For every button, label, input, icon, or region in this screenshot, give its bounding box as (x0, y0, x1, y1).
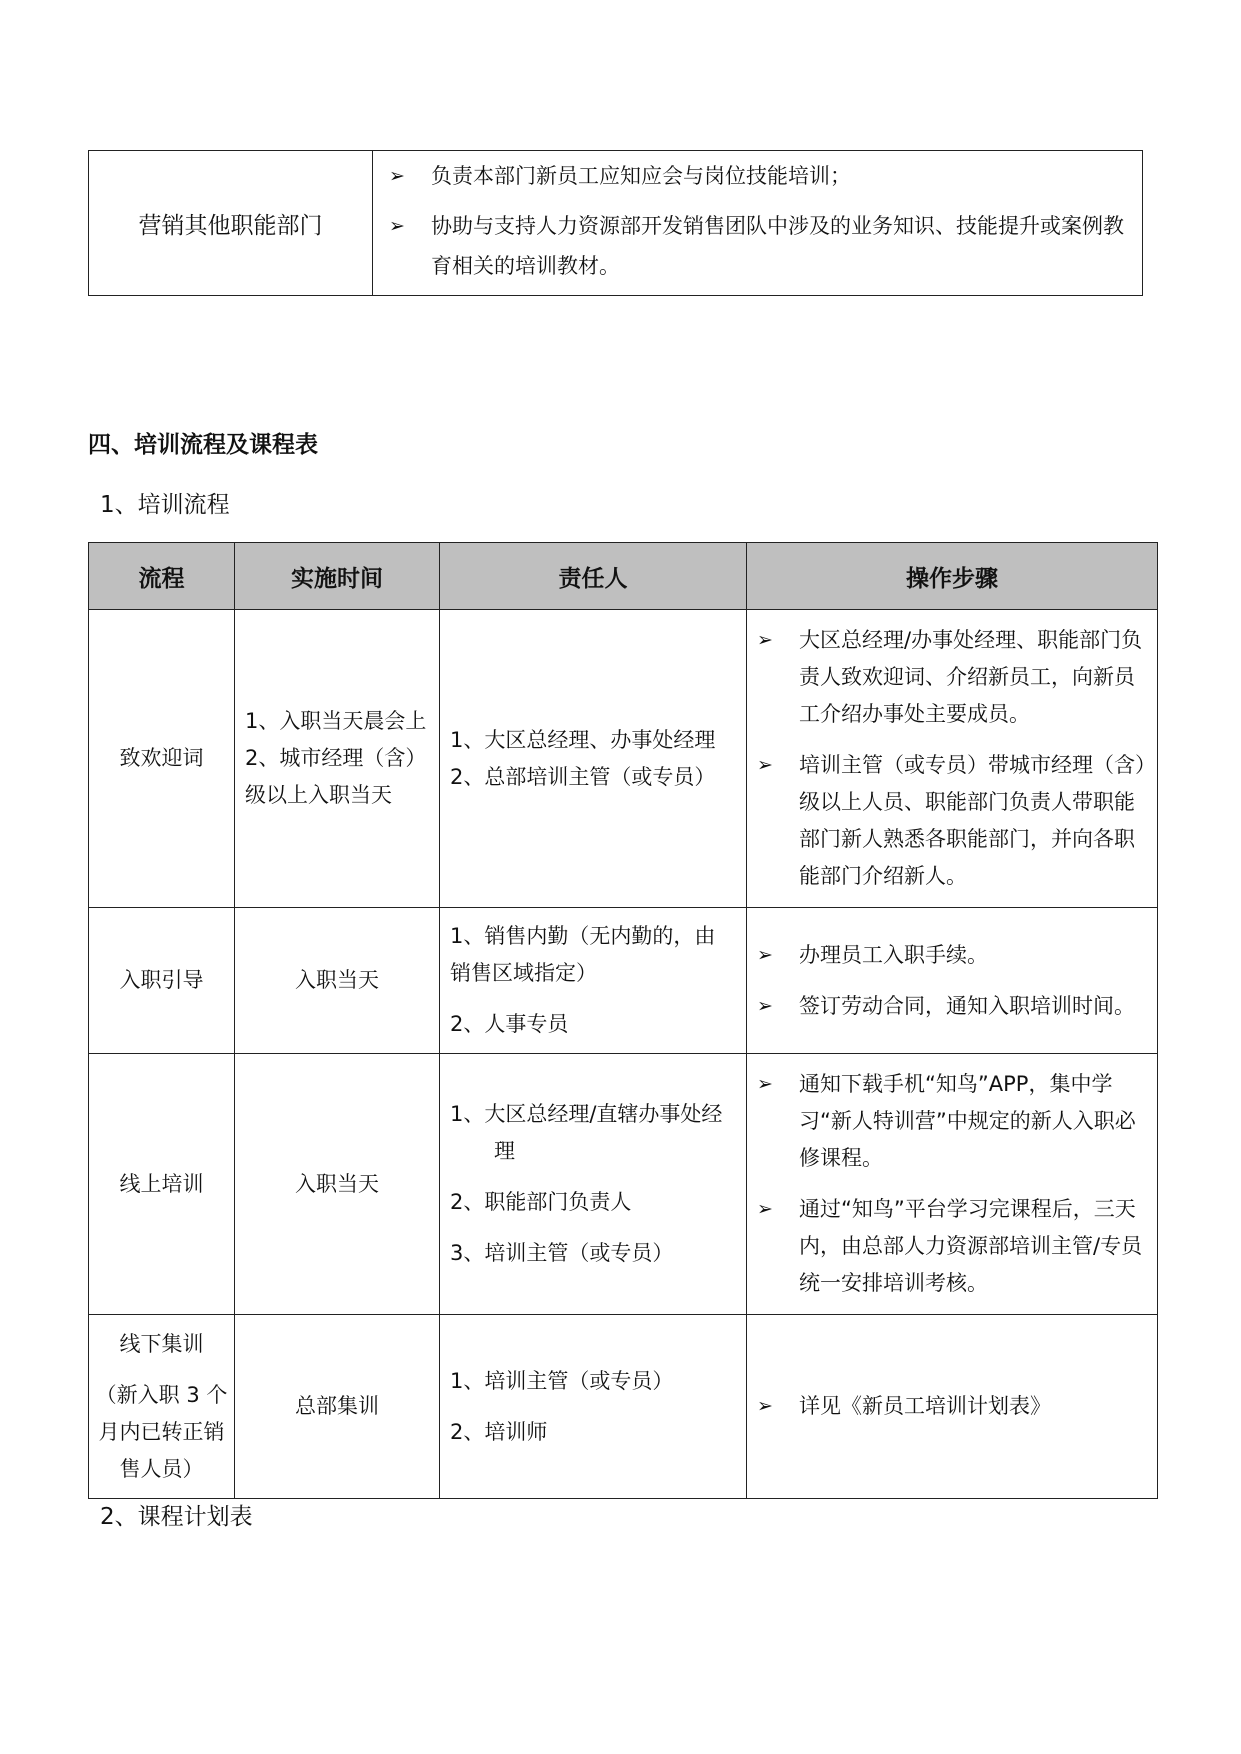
time-cell: 总部集训 (235, 1315, 440, 1499)
section-heading: 四、培训流程及课程表 (88, 432, 318, 458)
arrowhead-bullet-icon: ➢ (389, 165, 405, 187)
time-cell: 入职当天 (235, 1054, 440, 1315)
column-header-steps: 操作步骤 (747, 543, 1158, 610)
table-row (89, 151, 1143, 296)
arrowhead-bullet-icon: ➢ (757, 629, 773, 651)
arrowhead-bullet-icon: ➢ (757, 754, 773, 776)
arrowhead-bullet-icon: ➢ (757, 994, 773, 1017)
process-cell: 线下集训 （新入职 3 个月内已转正销售人员） (89, 1315, 235, 1499)
steps-cell (747, 610, 1158, 908)
steps-cell (747, 1315, 1158, 1499)
list-item: ➢ 通过“知鸟”平台学习完课程后，三天内，由总部人力资源部培训主管/专员统一安排培训考核。 (751, 1191, 1147, 1302)
sub-heading-course-plan: 2、课程计划表 (100, 1504, 253, 1530)
training-process-table (88, 542, 1158, 1499)
table-row (89, 610, 1158, 908)
department-cell: 营销其他职能部门 (89, 151, 373, 296)
process-cell: 入职引导 (89, 908, 235, 1054)
arrowhead-bullet-icon: ➢ (757, 1073, 773, 1095)
owner-cell: 1、大区总经理/直辖办事处经 理 2、职能部门负责人 3、培训主管（或专员） (440, 1054, 747, 1315)
column-header-process: 流程 (89, 543, 235, 610)
time-cell: 入职当天 (235, 908, 440, 1054)
column-header-time: 实施时间 (235, 543, 440, 610)
arrowhead-bullet-icon: ➢ (757, 1198, 773, 1220)
owner-cell: 1、销售内勤（无内勤的，由销售区域指定） 2、人事专员 (440, 908, 747, 1054)
owner-cell: 1、培训主管（或专员） 2、培训师 (440, 1315, 747, 1499)
steps-cell (747, 908, 1158, 1054)
process-note: （新入职 3 个月内已转正销售人员） (95, 1382, 228, 1481)
list-item: ➢ 培训主管（或专员）带城市经理（含）级以上人员、职能部门负责人带职能部门新人熟悉各职能部门，并向各职能部门介绍新人。 (751, 747, 1147, 895)
list-item: ➢ 详见《新员工培训计划表》 (751, 1388, 1147, 1425)
table-row (89, 1054, 1158, 1315)
list-item: ➢ 签订劳动合同，通知入职培训时间。 (751, 988, 1147, 1025)
process-cell: 致欢迎词 (89, 610, 235, 908)
column-header-owner: 责任人 (440, 543, 747, 610)
list-item: ➢ 协助与支持人力资源部开发销售团队中涉及的业务知识、技能提升或案例教育相关的培训教材。 (383, 206, 1130, 286)
responsibility-cell (373, 151, 1143, 296)
department-responsibility-table (88, 150, 1143, 296)
list-item: ➢ 大区总经理/办事处经理、职能部门负责人致欢迎词、介绍新员工，向新员工介绍办事处主要成员。 (751, 622, 1147, 733)
owner-cell: 1、大区总经理、办事处经理 2、总部培训主管（或专员） (440, 610, 747, 908)
arrowhead-bullet-icon: ➢ (757, 943, 773, 966)
arrowhead-bullet-icon: ➢ (389, 215, 405, 237)
list-item: ➢ 通知下载手机“知鸟”APP，集中学习“新人特训营”中规定的新人入职必修课程。 (751, 1066, 1147, 1177)
arrowhead-bullet-icon: ➢ (757, 1395, 773, 1417)
list-item: ➢ 办理员工入职手续。 (751, 937, 1147, 974)
time-cell: 1、入职当天晨会上 2、城市经理（含）级以上入职当天 (235, 610, 440, 908)
steps-cell (747, 1054, 1158, 1315)
list-item: ➢ 负责本部门新员工应知应会与岗位技能培训； (383, 156, 1130, 196)
table-row (89, 1315, 1158, 1499)
process-cell: 线上培训 (89, 1054, 235, 1315)
table-header-row (89, 543, 1158, 610)
table-row (89, 908, 1158, 1054)
sub-heading-training-process: 1、培训流程 (100, 492, 230, 518)
